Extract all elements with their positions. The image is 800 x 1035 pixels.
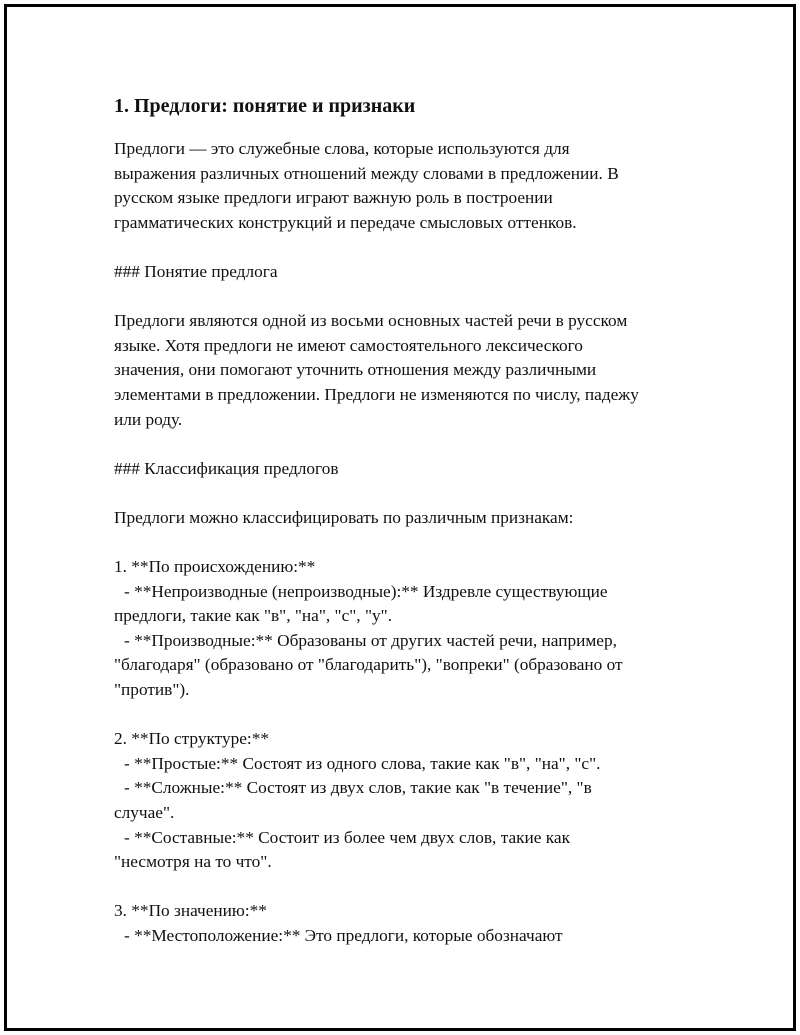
text-line: элементами в предложении. Предлоги не изменяются по числу, падежу [114, 384, 639, 404]
text-line: "благодаря" (образовано от "благодарить"), "вопреки" (образовано от [114, 655, 623, 675]
text-line: Предлоги — это служебные слова, которые используются для [114, 139, 570, 158]
text-line: русском языке предлоги играют важную роль в построении [114, 188, 553, 208]
list-sub-item: - **Простые:** Состоят из одного слова, такие как "в", "на", "с". [124, 753, 601, 773]
concept-paragraph [114, 309, 714, 432]
text-line: случае". [114, 803, 175, 823]
list-item-heading: 2. **По структуре:** [114, 729, 270, 749]
section-heading-classification: ### Классификация предлогов [114, 458, 339, 478]
document-content [114, 92, 714, 973]
list-sub-item: - **Сложные:** Состоят из двух слов, такие как "в течение", "в [124, 778, 592, 798]
classification-lead [114, 506, 714, 531]
list-item-heading: 3. **По значению:** [114, 901, 267, 921]
text-line: значения, они помогают уточнить отношения между различными [114, 360, 597, 380]
list-sub-item: - **Местоположение:** Это предлоги, которые обозначают [124, 926, 563, 945]
document-title: 1. Предлоги: понятие и признаки [114, 95, 416, 117]
section-heading-concept: ### Понятие предлога [114, 261, 278, 281]
text-line: Предлоги можно классифицировать по различным признакам: [114, 507, 574, 527]
list-sub-item: - **Производные:** Образованы от других частей речи, например, [124, 630, 617, 650]
text-line: "против"). [114, 680, 190, 700]
list-sub-item: - **Составные:** Состоит из более чем двух слов, такие как [124, 827, 570, 847]
text-line: Предлоги являются одной из восьми основных частей речи в русском [114, 311, 628, 331]
list-sub-item: - **Непроизводные (непроизводные):** Издревле существующие [124, 581, 608, 601]
list-item-origin [114, 555, 714, 703]
text-line: или роду. [114, 409, 183, 429]
intro-paragraph [114, 137, 714, 235]
text-line: грамматических конструкций и передаче смысловых оттенков. [114, 212, 577, 232]
text-line: предлоги, такие как "в", "на", "с", "у". [114, 606, 393, 626]
list-item-meaning [114, 899, 714, 948]
text-line: "несмотря на то что". [114, 852, 272, 872]
text-line: языке. Хотя предлоги не имеют самостоятельного лексического [114, 335, 583, 355]
list-item-structure [114, 727, 714, 875]
list-item-heading: 1. **По происхождению:** [114, 557, 316, 577]
text-line: выражения различных отношений между словами в предложении. В [114, 163, 619, 183]
